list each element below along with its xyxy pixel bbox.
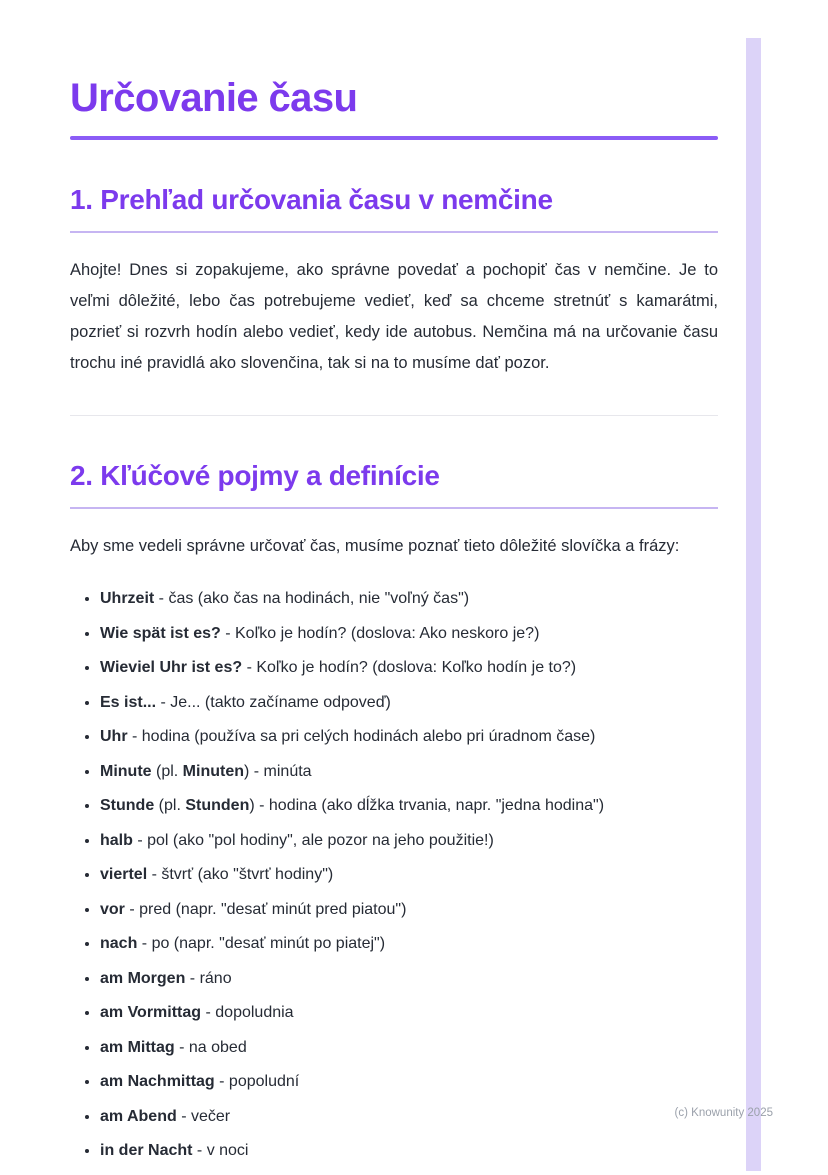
vocab-definition: ) - hodina (ako dĺžka trvania, napr. "jedna hodina") (249, 797, 605, 815)
vocab-definition: (pl. (154, 797, 186, 815)
section-2-underline (70, 507, 718, 509)
vocab-list-item (100, 795, 718, 816)
vocab-term: am Abend (100, 1107, 177, 1125)
vocab-list-item (100, 623, 718, 644)
vocab-definition: ) - minúta (244, 762, 312, 780)
vocab-term: am Nachmittag (100, 1073, 215, 1091)
vocab-term: Minuten (182, 762, 244, 780)
vocab-term: Wie spät ist es? (100, 624, 221, 642)
copyright-footer: (c) Knowunity 2025 (674, 1107, 773, 1119)
vocab-list (70, 588, 718, 1161)
vocab-list-item (100, 1140, 718, 1161)
vocab-list-item (100, 588, 718, 609)
vocab-definition: (pl. (151, 762, 183, 780)
vocab-list-item (100, 761, 718, 782)
vocab-term: Wieviel Uhr ist es? (100, 659, 243, 677)
vocab-definition: - Koľko je hodín? (doslova: Koľko hodín je to?) (242, 659, 577, 677)
vocab-term: Stunden (185, 797, 250, 815)
vocab-term: am Vormittag (100, 1004, 202, 1022)
title-divider (70, 136, 718, 140)
section-2-intro: Aby sme vedeli správne určovať čas, musíme poznať tieto dôležité slovíčka a frázy: (70, 537, 680, 556)
vocab-list-item (100, 830, 718, 851)
vocab-term: Minute (100, 762, 152, 780)
vocab-definition: - po (napr. "desať minút po piatej") (137, 935, 386, 953)
vocab-definition: - večer (176, 1107, 231, 1125)
vocab-list-item (100, 1071, 718, 1092)
vocab-term: in der Nacht (100, 1142, 193, 1160)
section-1-heading: 1. Prehľad určovania času v nemčine (70, 184, 553, 215)
content-area (70, 0, 718, 1175)
vocab-list-item (100, 968, 718, 989)
vocab-term: Stunde (100, 797, 155, 815)
vocab-list-item (100, 726, 718, 747)
vocab-term: halb (100, 831, 133, 849)
vocab-term: Uhr (100, 728, 128, 746)
vocab-term: viertel (100, 866, 148, 884)
section-1-paragraph: Ahojte! Dnes si zopakujeme, ako správne povedať a pochopiť čas v nemčine. Je to veľmi dôležité, lebo čas potrebujeme vedieť, keď sa chceme stretnúť s kamarátmi, pozrieť si rozvrh hodín alebo vedieť, kedy ide autobus. Nemčina má na určovanie času trochu iné pravidlá ako slovenčina, tak si na to musíme dať pozor. (70, 261, 718, 373)
vocab-list-item (100, 864, 718, 885)
vocab-term: am Morgen (100, 969, 186, 987)
vocab-term: am Mittag (100, 1038, 175, 1056)
vocab-definition: - v noci (192, 1142, 249, 1160)
vocab-definition: - hodina (používa sa pri celých hodinách alebo pri úradnom čase) (127, 728, 596, 746)
vocab-term: vor (100, 900, 125, 918)
vocab-definition: - pred (napr. "desať minút pred piatou") (124, 900, 407, 918)
section-overview (70, 184, 718, 379)
section-2-heading: 2. Kľúčové pojmy a definície (70, 460, 440, 492)
vocab-term: Uhrzeit (100, 590, 155, 608)
vocab-definition: - pol (ako "pol hodiny", ale pozor na jeho použitie!) (132, 831, 494, 849)
vocab-definition: - dopoludnia (201, 1004, 294, 1022)
page-title: Určovanie času (70, 76, 358, 120)
section-1-underline (70, 231, 718, 233)
vocab-list-item (100, 657, 718, 678)
vocab-list-item (100, 1002, 718, 1023)
vocab-definition: - popoludní (214, 1073, 300, 1091)
vocab-list-item (100, 1037, 718, 1058)
vocab-definition: - čas (ako čas na hodinách, nie "voľný čas") (154, 590, 470, 608)
section-key-terms (70, 460, 718, 1161)
vocab-list-item (100, 933, 718, 954)
vocab-definition: - Je... (takto začíname odpoveď) (156, 693, 391, 711)
vocab-term: nach (100, 935, 138, 953)
vocab-definition: - ráno (185, 969, 232, 987)
vocab-definition: - štvrť (ako "štvrť hodiny") (147, 866, 334, 884)
vocab-term: Es ist... (100, 693, 157, 711)
section-divider (70, 415, 718, 416)
vocab-list-item (100, 1106, 718, 1127)
vocab-definition: - na obed (174, 1038, 247, 1056)
vocab-definition: - Koľko je hodín? (doslova: Ako neskoro je?) (220, 624, 540, 642)
decorative-side-stripe (746, 38, 761, 1171)
vocab-list-item (100, 899, 718, 920)
vocab-list-item (100, 692, 718, 713)
